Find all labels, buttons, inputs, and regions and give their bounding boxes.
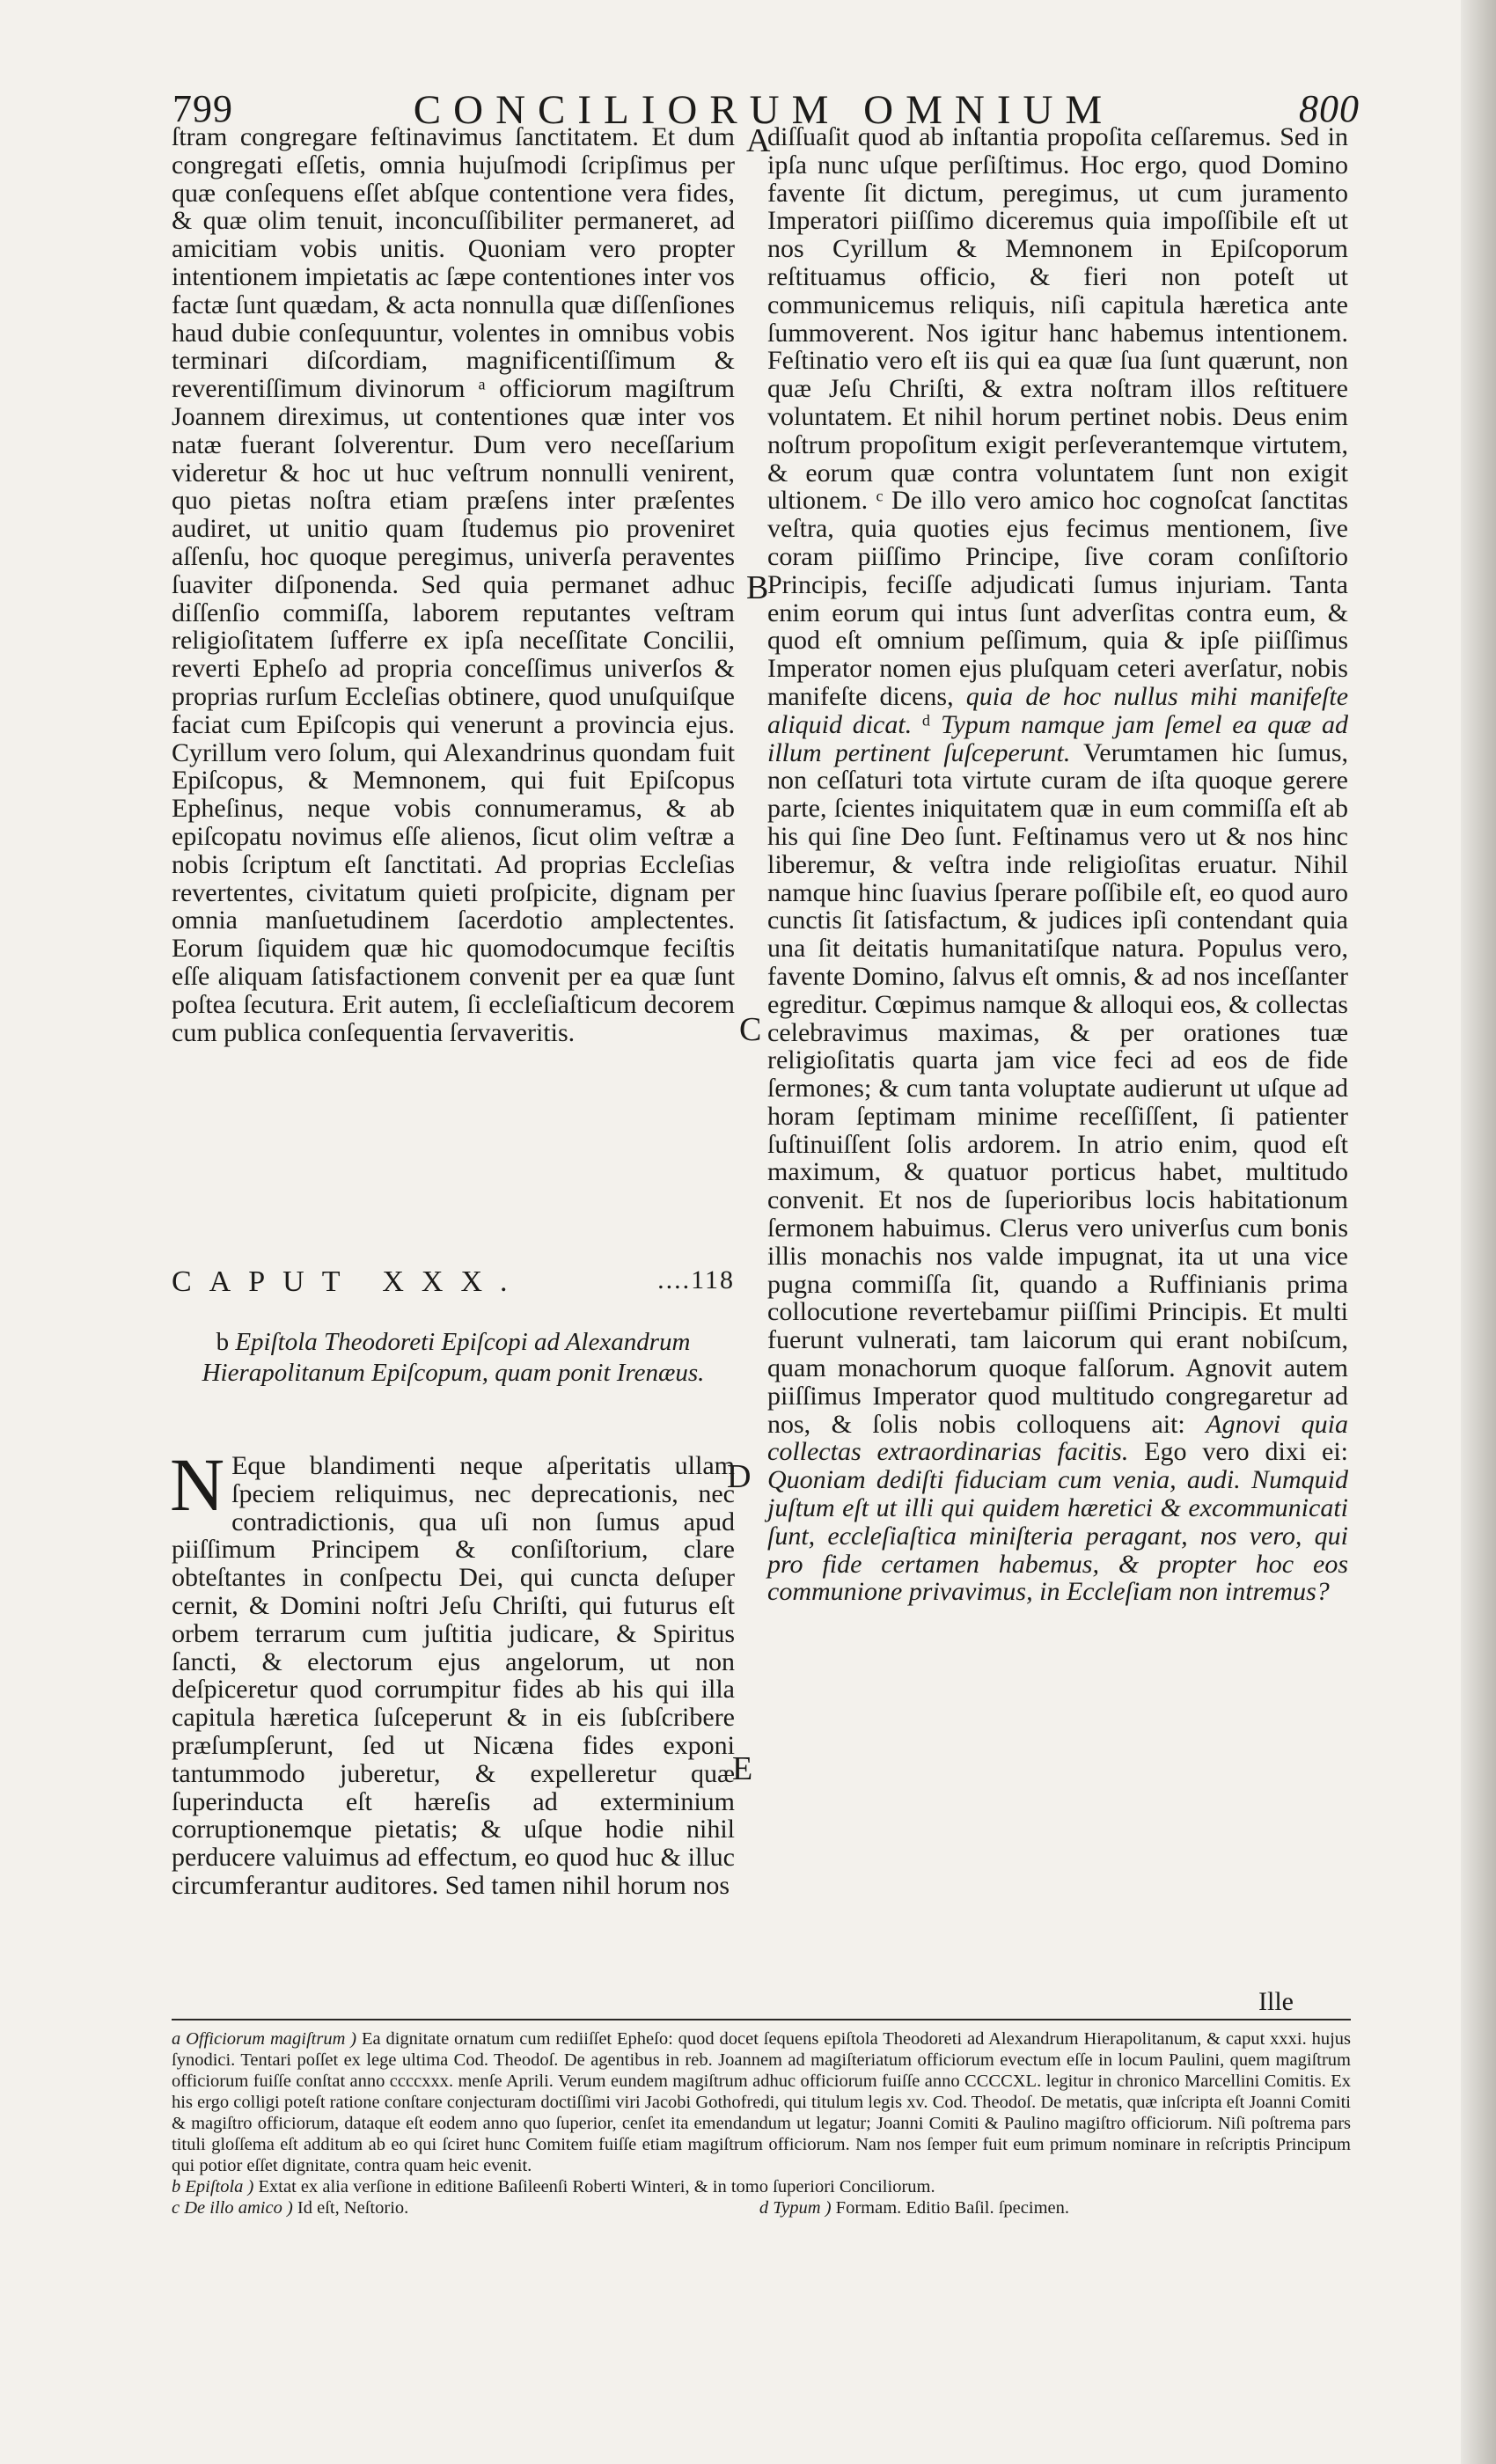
right-column	[767, 123, 1348, 1606]
chapter-heading	[172, 1265, 735, 1299]
margin-letter-d: D	[727, 1458, 752, 1495]
right-text-3: Ego vero dixi ei:	[1144, 1437, 1348, 1467]
chapter-title: CAPUT XXX.	[172, 1265, 525, 1298]
footnote-rule	[172, 2019, 1351, 2020]
left-column	[172, 123, 735, 1046]
drop-cap: N	[170, 1442, 225, 1527]
chapter-summary	[172, 1327, 735, 1389]
footnote-c	[172, 2197, 408, 2218]
right-text-1: diſſuaſit quod ab inſtantia propoſita ceſſaremus. Sed in ipſa nunc uſque perſiſtimus. Hoc ergo, quod Domino favente ſit dictum, peregimus, ut cum juramento Imperatori piiſſimo diceremus quia impoſſibile eſt ut nos Cyrillum & Memnonem in Epiſcoporum reſtituamus officio, & fieri non poteſt ut communicemus reliquis, niſi capitula hæretica ante ſummoverent. Nos igitur hanc habemus intentionem. Feſtinatio vero eſt iis qui ea quæ ſua ſunt quærunt, non quæ Jeſu Chriſti, & extra noſtram illos reſtituere voluntatem. Et nihil horum pertinet nobis. Deus enim noſtrum propoſitum exigit perſeverantemque virtutem, & eorum quæ contra voluntatem ſunt non exigit ultionem. ᶜ De illo vero amico hoc cognoſcat ſanctitas veſtra, quia quoties ejus fecimus mentionem, ſive coram piiſſimo Principe, ſive coram conſiſtorio Principis, feciſſe adjudicati ſumus injuriam. Tanta enim eorum qui intus ſunt adverſitas contra eum, & quod eſt omnium peſſimum, quia & ipſe piiſſimus Imperator nomen ejus pluſquam ceteri averſatur, nobis manifeſte dicens,	[767, 122, 1348, 711]
footnote-c-lead: c De illo amico )	[172, 2198, 293, 2218]
footnote-row-cd	[172, 2197, 1351, 2218]
footnotes	[172, 2028, 1351, 2218]
footnote-marker-b: b	[216, 1328, 230, 1356]
left-column-body	[170, 1442, 735, 1900]
footnote-d-lead: d Typum )	[759, 2198, 832, 2218]
footnote-c-text: Id eſt, Neſtorio.	[297, 2198, 409, 2218]
footnote-marker-d: ᵈ	[921, 709, 931, 739]
left-column-text: ſtram congregare feſtinavimus ſanctitatem. Et dum congregati eſſetis, omnia hujuſmodi ſcripſimus per quæ conſequens eſſet abſque contentione vera fides, & quæ olim tenuit, inconcuſſibiliter permaneret, ad amicitiam vobis unitis. Quoniam vero propter intentionem impietatis ac ſæpe contentiones inter vos factæ ſunt quædam, & acta nonnulla quæ diſſenſiones haud dubie conſequuntur, volentes in omnibus vobis terminari diſcordiam, magnificentiſſimum & reverentiſſimum divinorum ᵃ officiorum magiſtrum Joannem direximus, ut contentiones quæ inter vos natæ fuerant ſolverentur. Dum vero neceſſarium videretur & hoc ut huc veſtrum nonnulli venirent, quo pietas noſtra etiam præſens inter præſentes audiret, ut unitio quam ſtudemus pio proveniret aſſenſu, hoc quoque peregimus, univerſa peraventes ſuaviter diſponenda. Sed quia permanet adhuc diſſenſio commiſſa, laborem reputantes veſtram religioſitatem ſufferre ex ipſa neceſſitate Concilii, reverti Epheſo ad propria conceſſimus univerſos & proprias rurſum Eccleſias obtinere, quod unuſquiſque faciat cum Epiſcopis qui venerunt a provincia ejus. Cyrillum vero ſolum, qui Alexandrinus quondam fuit Epiſcopus, & Memnonem, qui fuit Epiſcopus Epheſinus, neque vobis connumeramus, & ab epiſcopatu novimus eſſe alienos, ſicut olim veſtræ a nobis ſcriptum eſt ſanctitati. Ad proprias Eccleſias revertentes, civitatum quieti proſpicite, dignam per omnia manſuetudinem ſacerdotio amplectentes. Eorum ſiquidem quæ hic quomodocumque feciſtis eſſe aliquam ſatisfactionem convenit per ea quæ ſunt poſtea ſecutura. Erit autem, ſi eccleſiaſticum decorem cum publica conſequentia ſervaveritis.	[172, 122, 735, 1047]
footnote-b	[172, 2176, 1351, 2197]
footnote-b-lead: b Epiſtola )	[172, 2177, 254, 2196]
right-italic-4: Quoniam dediſti fiduciam cum venia, audi. Numquid juſtum eſt ut illi qui quidem hæretici & excommunicati ſunt, eccleſiaſtica miniſteria peragant, nos vero, qui pro fide certamen habemus, & propter hoc eos communione privavimus, in Eccleſiam non intremus?	[767, 1465, 1348, 1607]
margin-letter-a: A	[746, 122, 771, 159]
running-title: CONCILIORUM OMNIUM	[413, 87, 1115, 133]
margin-letter-b: B	[746, 569, 769, 606]
catchword: Ille	[1258, 1987, 1294, 2016]
margin-letter-e: E	[732, 1750, 753, 1787]
margin-letter-c: C	[739, 1011, 762, 1048]
footnote-d	[759, 2197, 1351, 2218]
footnote-a	[172, 2028, 1351, 2176]
footnote-b-text: Extat ex alia verſione in editione Baſileenſi Roberti Winteri, & in tomo ſuperiori Conciliorum.	[258, 2177, 935, 2196]
right-italic-3: Agnovi quia collectas extraordinarias facitis.	[767, 1409, 1349, 1467]
page-number-left: 799	[172, 87, 233, 130]
page-number-right: 800	[1299, 87, 1360, 130]
footnote-a-lead: a Officiorum magiſtrum )	[172, 2029, 357, 2049]
chapter-reference: ....118	[657, 1265, 735, 1294]
right-text-2: Verumtamen hic ſumus, non ceſſaturi tota virtute curam de iſta quoque gerere parte, ſcientes iniquitatem quæ in eum commiſſa eſt ab his qui ſine Deo ſunt. Feſtinamus vero ut & nos hinc liberemur, & veſtra inde religioſitas eruatur. Nihil namque hinc ſuavius ſperare poſſibile eſt, eo quod auro cunctis ſit ſatisfactum, & judices ipſi contendant quia una ſit deitatis humanitatiſque natura. Populus vero, favente Domino, ſalvus eſt omnis, & ad nos inceſſanter egreditur. Cœpimus namque & alloqui eos, & collectas celebravimus maximas, & per orationes tuæ religioſitatis quarta jam vice feci ad eos de fide ſermones; & cum tanta voluptate audierunt ut uſque ad horam ſeptimam minime receſſiſſent, ſi patienter ſuſtinuiſſent ſolis ardorem. In atrio enim, quod eſt maximum, & quatuor porticus habet, multitudo convenit. Et nos de ſuperioribus locis habitationum ſermonem habuimus. Clerus vero univerſus cum bonis illis monachis nos valde impugnat, ita ut una vice pugna commiſſa ſit, quando a Ruffinianis prima collocutione revertebamur piiſſimi Principis. Et multi fuerunt vulnerati, tam laicorum qui erant nobiſcum, quam monachorum quoque falſorum. Agnovit autem piiſſimus Imperator quod multitudo congregaretur ad nos, & ſolis nobis colloquens ait:	[767, 737, 1349, 1439]
right-italic-2: Typum namque jam ſemel ea quæ ad illum pertinent ſuſceperunt.	[767, 709, 1349, 767]
page-edge	[1461, 0, 1496, 2464]
chapter-summary-text: Epiſtola Theodoreti Epiſcopi ad Alexandrum Hierapolitanum Epiſcopum, quam ponit Irenæus.	[202, 1328, 705, 1387]
footnote-d-text: Formam. Editio Baſil. ſpecimen.	[835, 2198, 1069, 2218]
right-italic-1: quia de hoc nullus mihi manifeſte aliquid dicat.	[767, 681, 1349, 739]
letter-body-text: Eque blandimenti neque aſperitatis ullam ſpeciem reliquimus, nec deprecationis, nec contradictionis, qua uſi non ſumus apud piiſſimum Principem & conſiſtorium, clare obteſtantes in conſpectu Dei, qui cuncta deſuper cernit, & Domini noſtri Jeſu Chriſti, qui futurus eſt orbem terrarum cum juſtitia judicare, & Spiritus ſancti, & electorum ejus angelorum, ut non deſpiceretur quod corrumpitur fides ab his qui illa capitula hæretica ſuſceperunt & in eis ſubſcribere præſumpſerunt, ſed ut Nicæna fides exponi tantummodo juberetur, & expelleretur quæ ſuperinducta eſt hæreſis ad exterminium corruptionemque pietatis; & uſque hodie nihil perducere valuimus ad effectum, eo quod huc & illuc circumferantur auditores. Sed tamen nihil horum nos	[172, 1451, 735, 1900]
footnote-a-text: Ea dignitate ornatum cum rediiſſet Epheſo: quod docet ſequens epiſtola Theodoreti ad Alexandrum Hierapolitanum, & caput xxxi. hujus ſynodici. Tentari poſſet ex lege ultima Cod. Theodoſ. De agentibus in reb. Joannem ad magiſteriatum officiorum evectum eſſe in locum Paulini, quem magiſtrum officiorum fuiſſe conſtat anno ccccxxx. menſe Aprili. Verum eundem magiſtrum adhuc officiorum fuiſſe anno CCCCXL. legitur in chronico Marcellini Comitis. Ex his ergo colligi poteſt ratione conſtare conjecturam doctiſſimi viri Jacobi Gothofredi, qui titulum legis xv. Cod. Theodoſ. De metatis, quæ inſcripta eſt Joanni Comiti & magiſtro officiorum, dataque eſt eodem anno quo ſuperior, cenſet ita emendandum ut legatur; Joanni Comiti & Paulino magiſtro officiorum. Niſi poſtrema pars tituli gloſſema eſt additum ab eo qui ſciret hunc Comitem fuiſſe etiam magiſtrum officiorum. Nam nos ſemper fuit eum primum nominare in reſcriptis Principum qui potior eſſet dignitate, contra quam heic evenit.	[172, 2029, 1352, 2175]
